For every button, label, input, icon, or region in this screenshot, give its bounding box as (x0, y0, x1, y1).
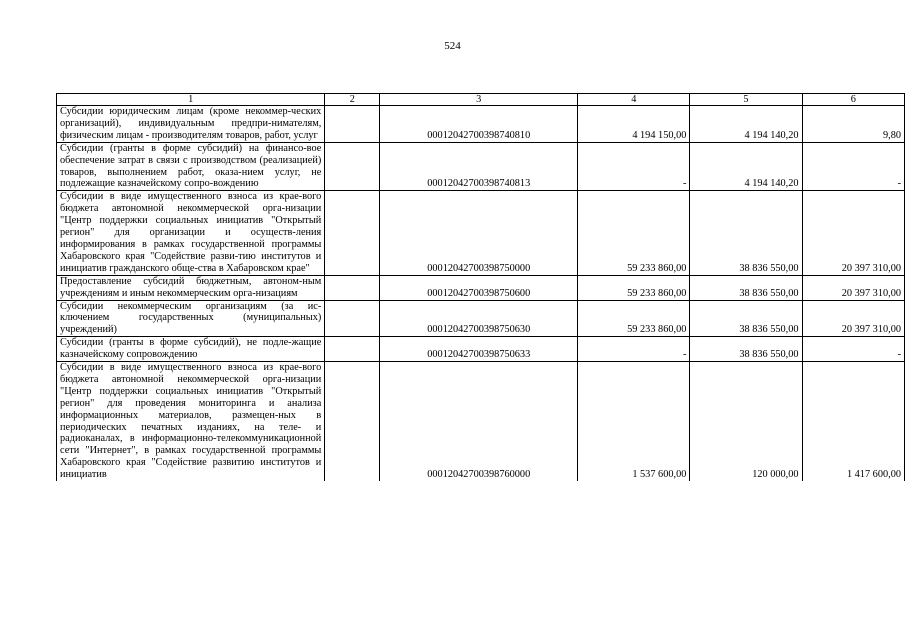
column-6-amount-cell: 20 397 310,00 (802, 275, 904, 300)
header-cell-6: 6 (802, 94, 904, 106)
table-row (57, 106, 905, 143)
column-4-amount-cell: - (578, 142, 690, 191)
column-2-cell (325, 337, 380, 362)
header-cell-2: 2 (325, 94, 380, 106)
column-6-amount-cell: 9,80 (802, 106, 904, 143)
budget-code-cell: 00012042700398750630 (380, 300, 578, 337)
column-4-amount-cell: 59 233 860,00 (578, 275, 690, 300)
description-cell: Субсидии в виде имущественного взноса из крае-вого бюджета автономной некоммерческой орга-низации "Центр поддержки социальных инициатив "Открытый регион" для организации и осуществ-ления информирования в рамках государственной программы Хабаровского края "Содействие разви-тию институтов и инициатив гражданского обще-ства в Хабаровском крае" (57, 191, 325, 275)
column-2-cell (325, 300, 380, 337)
table-row (57, 275, 905, 300)
header-cell-3: 3 (380, 94, 578, 106)
column-2-cell (325, 106, 380, 143)
column-6-amount-cell: 20 397 310,00 (802, 191, 904, 275)
header-cell-5: 5 (690, 94, 802, 106)
column-2-cell (325, 362, 380, 482)
table-body (57, 94, 905, 482)
column-6-amount-cell: - (802, 337, 904, 362)
column-2-cell (325, 142, 380, 191)
column-4-amount-cell: 59 233 860,00 (578, 300, 690, 337)
column-5-amount-cell: 38 836 550,00 (690, 337, 802, 362)
column-4-amount-cell: 4 194 150,00 (578, 106, 690, 143)
budget-code-cell: 00012042700398750633 (380, 337, 578, 362)
column-4-amount-cell: 59 233 860,00 (578, 191, 690, 275)
column-5-amount-cell: 4 194 140,20 (690, 106, 802, 143)
budget-code-cell: 00012042700398760000 (380, 362, 578, 482)
column-4-amount-cell: 1 537 600,00 (578, 362, 690, 482)
column-5-amount-cell: 120 000,00 (690, 362, 802, 482)
column-2-cell (325, 191, 380, 275)
column-2-cell (325, 275, 380, 300)
column-4-amount-cell: - (578, 337, 690, 362)
table-header-row (57, 94, 905, 106)
description-cell: Субсидии юридическим лицам (кроме некоммер-ческих организаций), индивидуальным предпри-нимателям, физическим лицам - производителям товаров, работ, услуг (57, 106, 325, 143)
description-cell: Субсидии в виде имущественного взноса из крае-вого бюджета автономной некоммерческой орга-низации "Центр поддержки социальных инициатив "Открытый регион" для проведения мониторинга и анализа информационных материалов, размещен-ных в периодических печатных изданиях, на теле- и радиоканалах, в информационно-телекоммуникационной сети "Интернет", в рамках государственной программы Хабаровского края "Содействие развитию институтов и инициатив (57, 362, 325, 482)
table-row (57, 191, 905, 275)
budget-code-cell: 00012042700398740810 (380, 106, 578, 143)
table-row (57, 337, 905, 362)
column-6-amount-cell: 20 397 310,00 (802, 300, 904, 337)
column-5-amount-cell: 38 836 550,00 (690, 275, 802, 300)
table-row (57, 300, 905, 337)
description-cell: Субсидии (гранты в форме субсидий), не подле-жащие казначейскому сопровождению (57, 337, 325, 362)
header-cell-4: 4 (578, 94, 690, 106)
column-6-amount-cell: - (802, 142, 904, 191)
page-number: 524 (444, 40, 461, 52)
budget-code-cell: 00012042700398740813 (380, 142, 578, 191)
budget-code-cell: 00012042700398750000 (380, 191, 578, 275)
column-6-amount-cell: 1 417 600,00 (802, 362, 904, 482)
description-cell: Предоставление субсидий бюджетным, автоном-ным учреждениям и иным некоммерческим орга-низациям (57, 275, 325, 300)
column-5-amount-cell: 4 194 140,20 (690, 142, 802, 191)
column-5-amount-cell: 38 836 550,00 (690, 191, 802, 275)
table-row (57, 362, 905, 482)
column-5-amount-cell: 38 836 550,00 (690, 300, 802, 337)
table-row (57, 142, 905, 191)
description-cell: Субсидии (гранты в форме субсидий) на финансо-вое обеспечение затрат в связи с производством (реализацией) товаров, выполнением работ, оказа-нием услуг, не подлежащие казначейскому сопро-вождению (57, 142, 325, 191)
budget-table (56, 93, 905, 481)
budget-code-cell: 00012042700398750600 (380, 275, 578, 300)
description-cell: Субсидии некоммерческим организациям (за ис-ключением государственных (муниципальных) учреждений) (57, 300, 325, 337)
header-cell-1: 1 (57, 94, 325, 106)
